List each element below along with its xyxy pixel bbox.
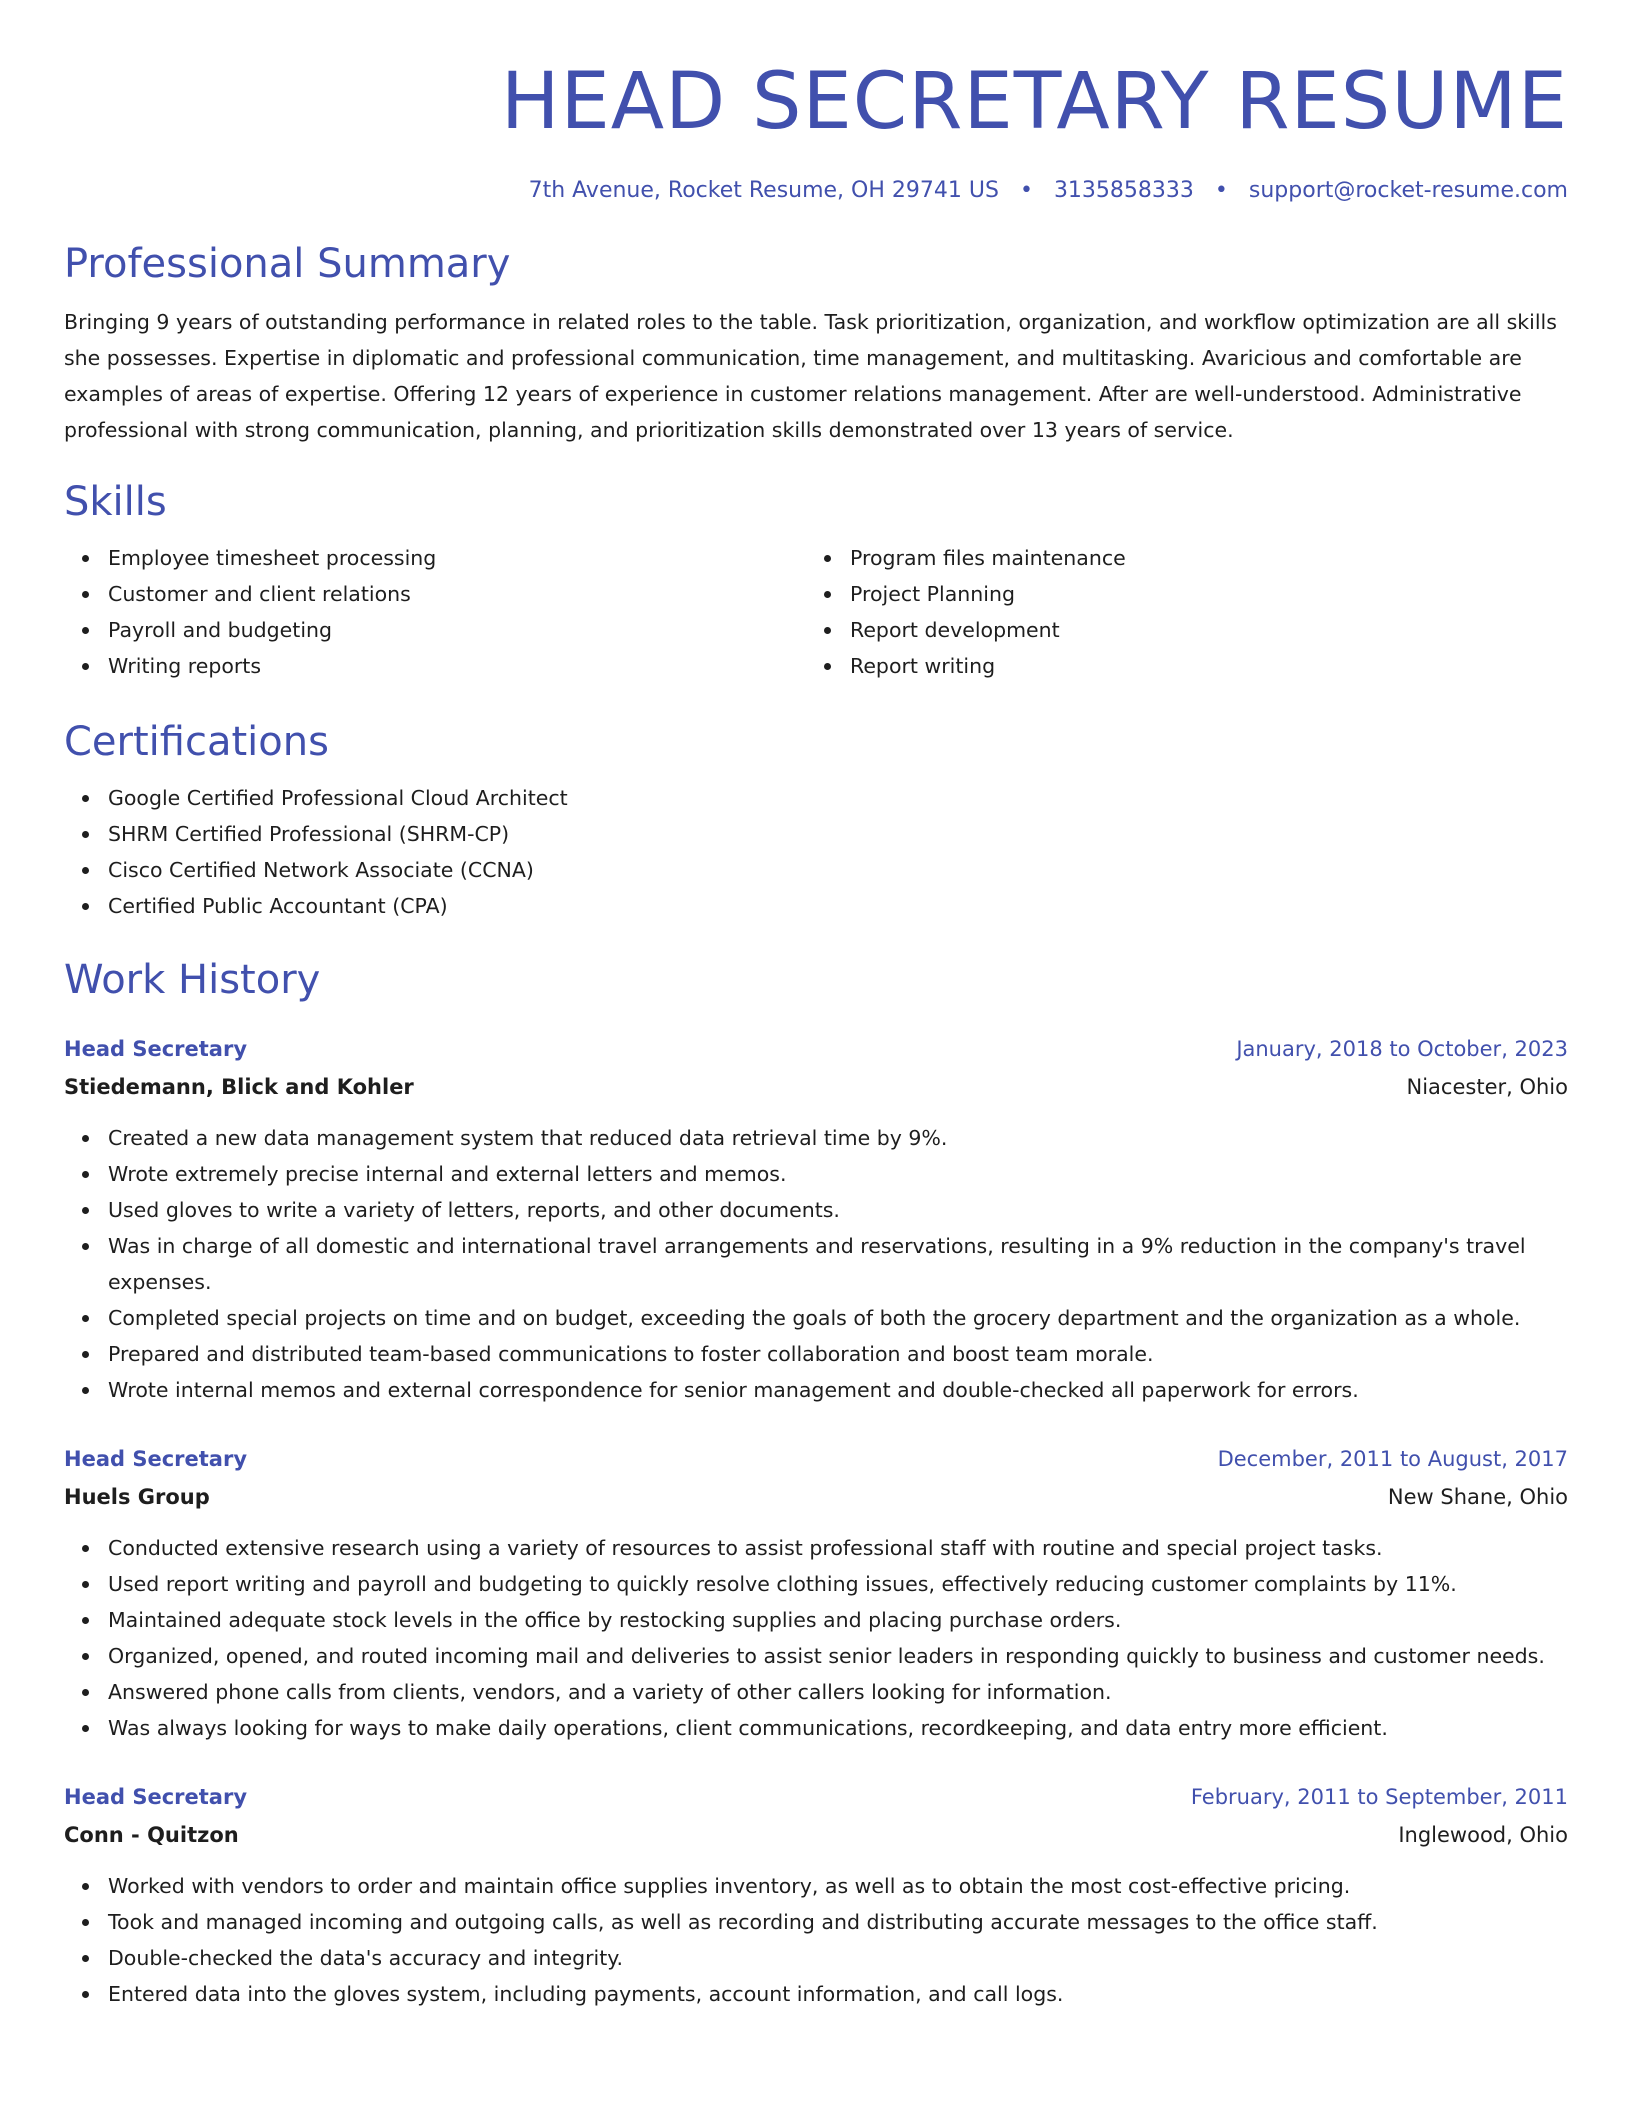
job-dates: January, 2018 to October, 2023 bbox=[1236, 1037, 1568, 1061]
job-bullet: Was in charge of all domestic and international travel arrangements and reservations, resulting in a 9% reduction in the company's travel expenses. bbox=[108, 1228, 1568, 1300]
certification-item: Cisco Certified Network Associate (CCNA) bbox=[108, 852, 1568, 888]
resume-page bbox=[64, 0, 1568, 2012]
job-bullet: Worked with vendors to order and maintain office supplies inventory, as well as to obtain the most cost-effective pricing. bbox=[108, 1868, 1568, 1904]
job-bullet: Maintained adequate stock levels in the office by restocking supplies and placing purchase orders. bbox=[108, 1602, 1568, 1638]
job-bullet: Created a new data management system that reduced data retrieval time by 9%. bbox=[108, 1120, 1568, 1156]
certifications-section bbox=[64, 716, 1568, 924]
job-bullet: Entered data into the gloves system, including payments, account information, and call logs. bbox=[108, 1976, 1568, 2012]
resume-header bbox=[64, 0, 1568, 206]
job-location: Inglewood, Ohio bbox=[1398, 1823, 1568, 1847]
summary-heading: Professional Summary bbox=[64, 241, 511, 287]
job-company: Stiedemann, Blick and Kohler bbox=[64, 1075, 414, 1099]
contact-separator: • bbox=[1019, 178, 1033, 203]
certification-item: SHRM Certified Professional (SHRM-CP) bbox=[108, 816, 1568, 852]
resume-title: HEAD SECRETARY RESUME bbox=[500, 57, 1568, 147]
job-company: Conn - Quitzon bbox=[64, 1823, 239, 1847]
certifications-list bbox=[64, 780, 1568, 924]
work-history-heading: Work History bbox=[64, 957, 321, 1003]
job-company-row bbox=[64, 1068, 1568, 1106]
work-history-section bbox=[64, 954, 1568, 2012]
job-bullet: Conducted extensive research using a variety of resources to assist professional staff with routine and special project tasks. bbox=[108, 1530, 1568, 1566]
job-entry bbox=[64, 1778, 1568, 2012]
contact-separator: • bbox=[1214, 178, 1228, 203]
certification-item: Google Certified Professional Cloud Architect bbox=[108, 780, 1568, 816]
summary-section bbox=[64, 238, 1568, 448]
skills-list-left bbox=[64, 540, 806, 684]
job-bullet: Wrote extremely precise internal and external letters and memos. bbox=[108, 1156, 1568, 1192]
skill-item: Report development bbox=[850, 612, 1548, 648]
job-bullet: Double-checked the data's accuracy and integrity. bbox=[108, 1940, 1568, 1976]
contact-phone: 3135858333 bbox=[1053, 178, 1194, 203]
job-company-row bbox=[64, 1816, 1568, 1854]
job-bullet: Used gloves to write a variety of letters, reports, and other documents. bbox=[108, 1192, 1568, 1228]
job-bullet: Was always looking for ways to make daily operations, client communications, recordkeeping, and data entry more efficient. bbox=[108, 1710, 1568, 1746]
contact-email: support@rocket-resume.com bbox=[1248, 178, 1568, 203]
job-bullet: Wrote internal memos and external correspondence for senior management and double-checked all paperwork for errors. bbox=[108, 1372, 1568, 1408]
skill-item: Payroll and budgeting bbox=[108, 612, 806, 648]
job-company-row bbox=[64, 1478, 1568, 1516]
skill-item: Project Planning bbox=[850, 576, 1548, 612]
certifications-heading: Certifications bbox=[64, 719, 329, 765]
job-bullet: Took and managed incoming and outgoing calls, as well as recording and distributing accurate messages to the office staff. bbox=[108, 1904, 1568, 1940]
skill-item: Writing reports bbox=[108, 648, 806, 684]
job-title-row bbox=[64, 1778, 1568, 1816]
job-company: Huels Group bbox=[64, 1485, 210, 1509]
summary-text: Bringing 9 years of outstanding performance in related roles to the table. Task prioritization, organization, and workflow optimization are all skills she possesses. Expertise in diplomatic and professional communication, time management, and multitasking. Avaricious and comfortable are examples of areas of expertise. Offering 12 years of experience in customer relations management. After are well-understood. Administrative professional with strong communication, planning, and prioritization skills demonstrated over 13 years of service. bbox=[64, 310, 1557, 442]
skills-grid bbox=[64, 540, 1568, 684]
skill-item: Program files maintenance bbox=[850, 540, 1548, 576]
job-bullet: Prepared and distributed team-based communications to foster collaboration and boost team morale. bbox=[108, 1336, 1568, 1372]
job-bullets bbox=[64, 1120, 1568, 1408]
job-bullet: Used report writing and payroll and budgeting to quickly resolve clothing issues, effectively reducing customer complaints by 11%. bbox=[108, 1566, 1568, 1602]
job-bullet: Completed special projects on time and on budget, exceeding the goals of both the grocery department and the organization as a whole. bbox=[108, 1300, 1568, 1336]
job-title: Head Secretary bbox=[64, 1447, 248, 1471]
job-dates: December, 2011 to August, 2017 bbox=[1217, 1447, 1568, 1471]
job-title-row bbox=[64, 1440, 1568, 1478]
job-title: Head Secretary bbox=[64, 1785, 248, 1809]
job-dates: February, 2011 to September, 2011 bbox=[1190, 1785, 1568, 1809]
skills-heading: Skills bbox=[64, 479, 167, 525]
skills-section bbox=[64, 476, 1568, 684]
job-bullets bbox=[64, 1868, 1568, 2012]
skill-item: Report writing bbox=[850, 648, 1548, 684]
contact-line bbox=[64, 176, 1568, 206]
certification-item: Certified Public Accountant (CPA) bbox=[108, 888, 1568, 924]
job-title: Head Secretary bbox=[64, 1037, 248, 1061]
job-location: New Shane, Ohio bbox=[1387, 1485, 1568, 1509]
job-location: Niacester, Ohio bbox=[1406, 1075, 1568, 1099]
job-title-row bbox=[64, 1030, 1568, 1068]
skills-list-right bbox=[806, 540, 1548, 684]
contact-address: 7th Avenue, Rocket Resume, OH 29741 US bbox=[528, 178, 999, 203]
skill-item: Employee timesheet processing bbox=[108, 540, 806, 576]
skill-item: Customer and client relations bbox=[108, 576, 806, 612]
job-bullet: Answered phone calls from clients, vendors, and a variety of other callers looking for information. bbox=[108, 1674, 1568, 1710]
job-bullets bbox=[64, 1530, 1568, 1746]
job-entry bbox=[64, 1030, 1568, 1408]
job-entry bbox=[64, 1440, 1568, 1746]
job-bullet: Organized, opened, and routed incoming mail and deliveries to assist senior leaders in responding quickly to business and customer needs. bbox=[108, 1638, 1568, 1674]
skills-column-left bbox=[64, 540, 806, 684]
skills-column-right bbox=[806, 540, 1548, 684]
